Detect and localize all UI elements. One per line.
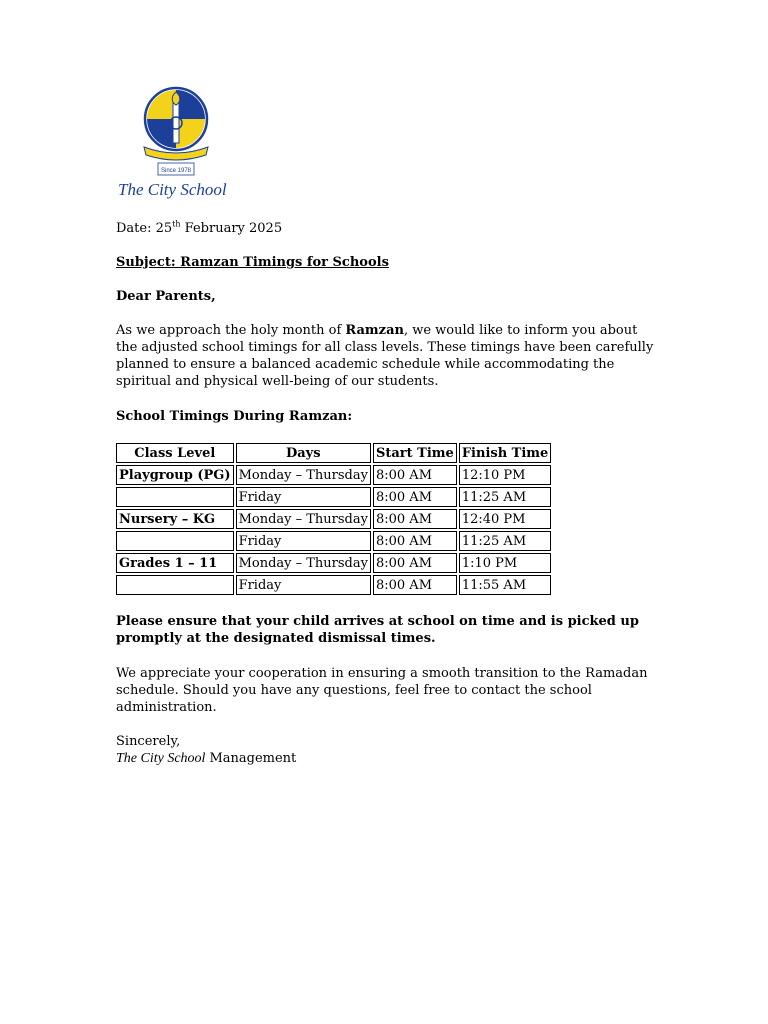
date-prefix: Date: 25: [116, 221, 173, 236]
cell-days: Monday – Thursday: [236, 465, 371, 485]
cell-finish: 12:10 PM: [459, 465, 552, 485]
letter-greeting: Dear Parents,: [116, 289, 216, 304]
appreciation-paragraph: We appreciate your cooperation in ensuring a smooth transition to the Ramadan schedule. Should you have any questions, feel free to contact the school administration.: [116, 666, 648, 715]
cell-start: 8:00 AM: [373, 575, 457, 595]
header-days: Days: [236, 443, 371, 463]
intro-paragraph: [116, 322, 656, 390]
cell-finish: 11:25 AM: [459, 531, 552, 551]
table-row: [116, 553, 551, 573]
intro-before: As we approach the holy month of: [116, 323, 346, 338]
cell-level: [116, 531, 234, 551]
table-row: [116, 509, 551, 529]
cell-level: Nursery – KG: [116, 509, 234, 529]
letter-date: [116, 220, 656, 237]
signature-management: Management: [209, 751, 297, 766]
cell-finish: 12:40 PM: [459, 509, 552, 529]
cell-days: Friday: [236, 487, 371, 507]
date-rest: February 2025: [180, 221, 283, 236]
cell-start: 8:00 AM: [373, 531, 457, 551]
cell-finish: 1:10 PM: [459, 553, 552, 573]
table-row: [116, 531, 551, 551]
school-name-logo: The City School: [118, 180, 227, 199]
letter-subject: Subject: Ramzan Timings for Schools: [116, 255, 389, 270]
cell-days: Monday – Thursday: [236, 509, 371, 529]
cell-finish: 11:55 AM: [459, 575, 552, 595]
cell-start: 8:00 AM: [373, 487, 457, 507]
since-text: Since 1978: [160, 168, 192, 174]
header-finish-time: Finish Time: [459, 443, 552, 463]
closing-line: Sincerely,: [116, 734, 181, 749]
signature-school-name: The City School: [116, 751, 206, 766]
cell-level: [116, 575, 234, 595]
table-row: [116, 487, 551, 507]
cell-days: Friday: [236, 531, 371, 551]
cell-start: 8:00 AM: [373, 553, 457, 573]
header-class-level: Class Level: [116, 443, 234, 463]
notice-paragraph: Please ensure that your child arrives at school on time and is picked up promptly at the designated dismissal times.: [116, 614, 639, 646]
intro-bold-word: Ramzan: [345, 323, 404, 338]
intro-after: , we would like to inform you about the adjusted school timings for all class levels. These timings have been carefully planned to ensure a balanced academic schedule while accommodating the spiritual and physical well-being of our students.: [116, 323, 654, 389]
cell-finish: 11:25 AM: [459, 487, 552, 507]
table-header-row: [116, 443, 551, 463]
timings-table: [114, 441, 553, 597]
table-row: [116, 465, 551, 485]
cell-start: 8:00 AM: [373, 465, 457, 485]
signature-line: [116, 750, 656, 767]
timings-heading: School Timings During Ramzan:: [116, 409, 353, 424]
cell-level: Playgroup (PG): [116, 465, 234, 485]
cell-level: [116, 487, 234, 507]
city-school-crest-icon: [136, 83, 216, 179]
table-row: [116, 575, 551, 595]
header-start-time: Start Time: [373, 443, 457, 463]
cell-days: Friday: [236, 575, 371, 595]
date-ordinal: th: [172, 219, 181, 229]
cell-start: 8:00 AM: [373, 509, 457, 529]
cell-level: Grades 1 – 11: [116, 553, 234, 573]
cell-days: Monday – Thursday: [236, 553, 371, 573]
